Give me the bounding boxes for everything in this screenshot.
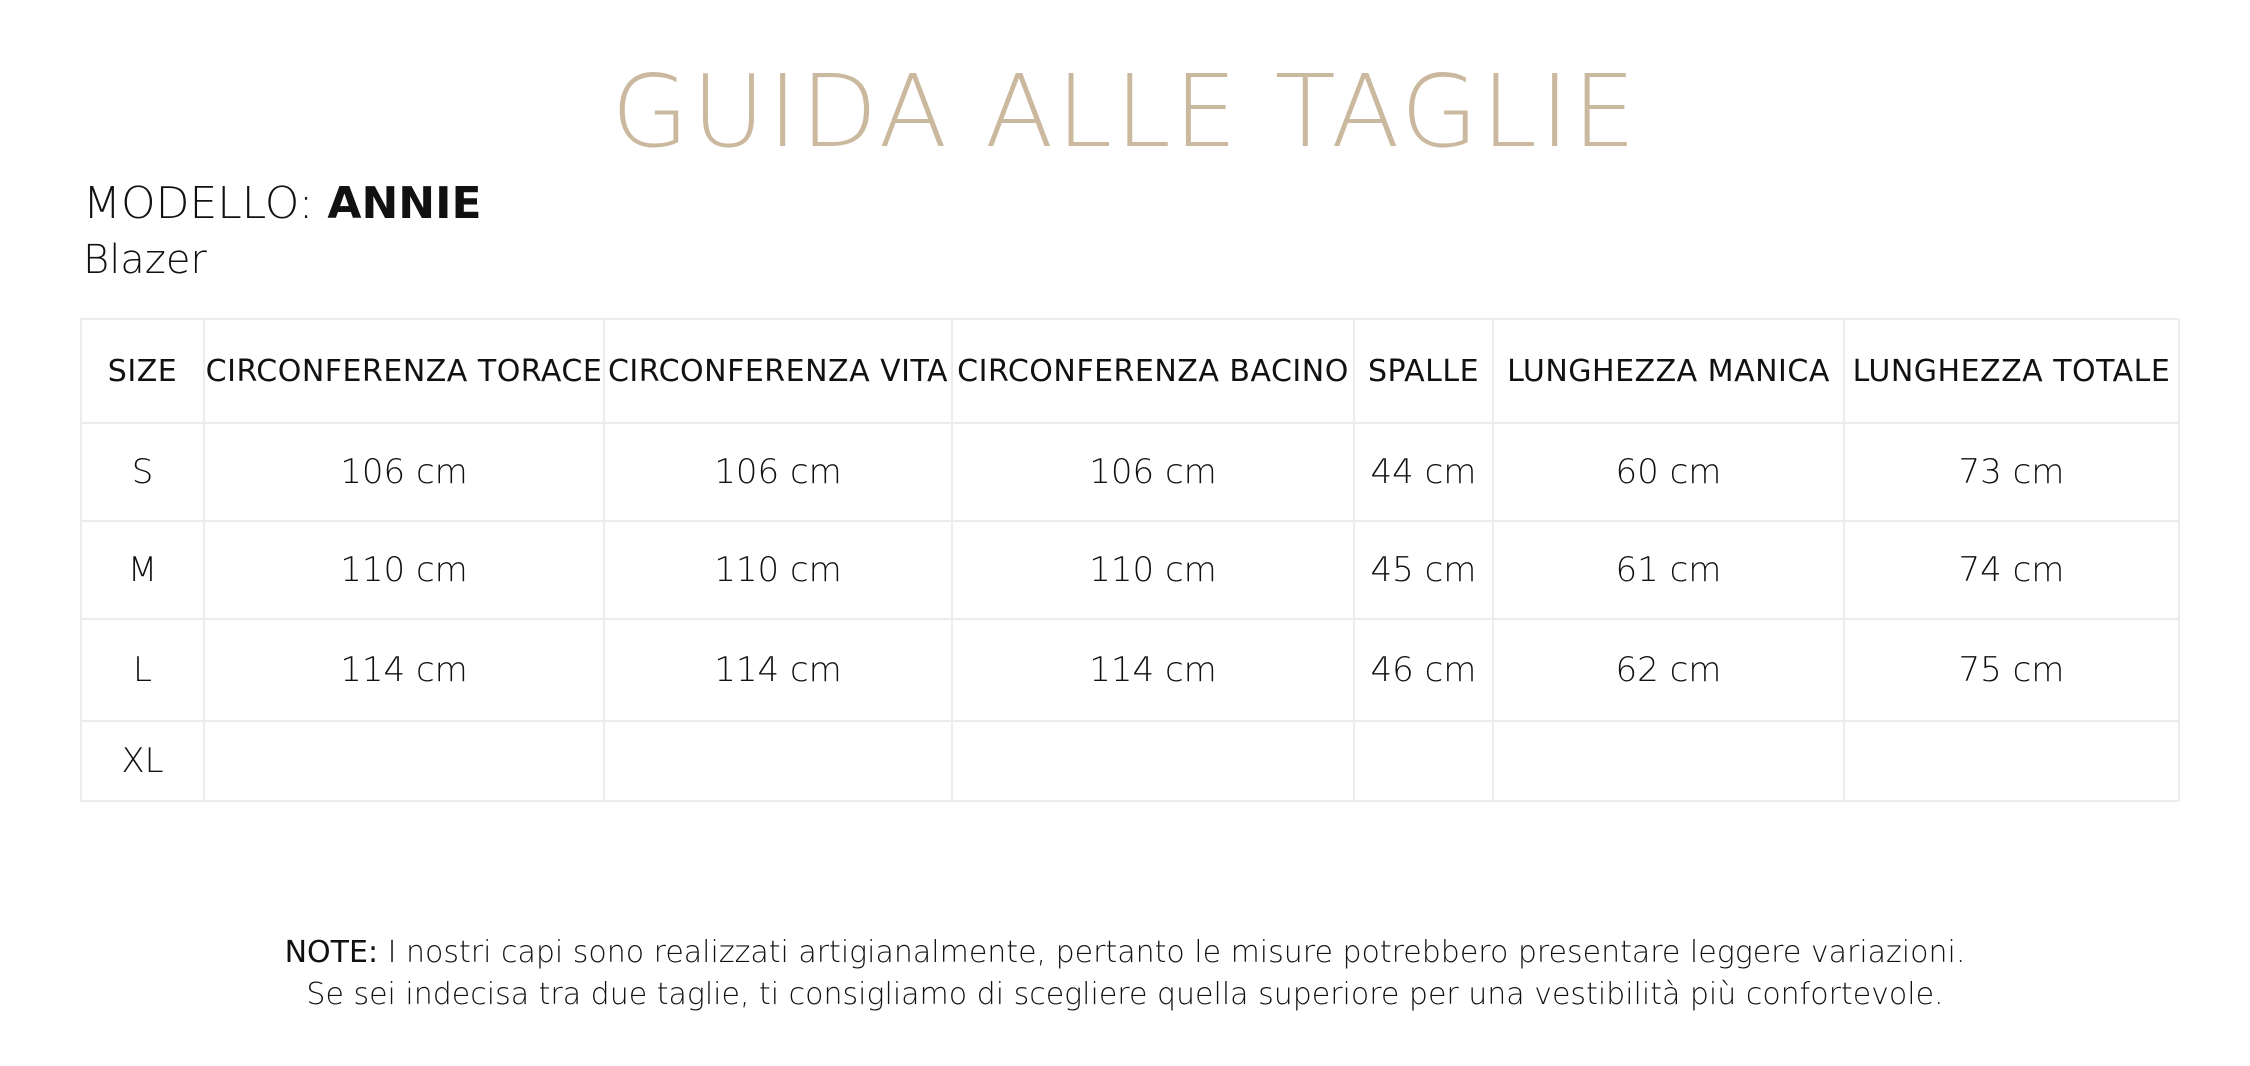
note-line-2: Se sei indecisa tra due taglie, ti consigliamo di scegliere quella superiore per una vestibilità più confortevole.: [306, 977, 1944, 1012]
table-cell: 61 cm: [1493, 521, 1844, 619]
size-chart-table: [80, 318, 2180, 802]
size-cell: L: [81, 619, 204, 721]
model-line: [83, 176, 482, 232]
table-cell: 62 cm: [1493, 619, 1844, 721]
header-sleeve-length: LUNGHEZZA MANICA: [1493, 319, 1844, 423]
table-row: [81, 521, 2179, 619]
table-cell: [1844, 721, 2179, 801]
table-cell: [204, 721, 604, 801]
table-cell: [952, 721, 1354, 801]
table-cell: 45 cm: [1354, 521, 1493, 619]
table-cell: 74 cm: [1844, 521, 2179, 619]
page-title: GUIDA ALLE TAGLIE: [611, 53, 1639, 170]
table-cell: 110 cm: [604, 521, 952, 619]
table-cell: 46 cm: [1354, 619, 1493, 721]
table-cell: 110 cm: [952, 521, 1354, 619]
table-cell: 114 cm: [204, 619, 604, 721]
table-cell: [1493, 721, 1844, 801]
table-header-row: [81, 319, 2179, 423]
size-cell: S: [81, 423, 204, 521]
size-cell: XL: [81, 721, 204, 801]
table-cell: 114 cm: [604, 619, 952, 721]
table-cell: [1354, 721, 1493, 801]
header-chest: CIRCONFERENZA TORACE: [204, 319, 604, 423]
table-row: [81, 619, 2179, 721]
note-text-1: I nostri capi sono realizzati artigianalmente, pertanto le misure potrebbero presentare leggere variazioni.: [387, 935, 1966, 970]
header-hips: CIRCONFERENZA BACINO: [952, 319, 1354, 423]
note-line-1: [0, 932, 2250, 974]
table-row: [81, 721, 2179, 801]
model-name: ANNIE: [327, 178, 482, 229]
header-shoulders: SPALLE: [1354, 319, 1493, 423]
table-cell: 106 cm: [204, 423, 604, 521]
header-total-length: LUNGHEZZA TOTALE: [1844, 319, 2179, 423]
table-cell: [604, 721, 952, 801]
product-type: Blazer: [83, 237, 207, 283]
table-cell: 106 cm: [952, 423, 1354, 521]
size-cell: M: [81, 521, 204, 619]
note: [0, 932, 2250, 1016]
header-size: SIZE: [81, 319, 204, 423]
note-label: NOTE:: [284, 935, 379, 970]
header-waist: CIRCONFERENZA VITA: [604, 319, 952, 423]
table-cell: 110 cm: [204, 521, 604, 619]
table-cell: 44 cm: [1354, 423, 1493, 521]
table-row: [81, 423, 2179, 521]
table-cell: 60 cm: [1493, 423, 1844, 521]
table-cell: 73 cm: [1844, 423, 2179, 521]
table-cell: 75 cm: [1844, 619, 2179, 721]
table-cell: 114 cm: [952, 619, 1354, 721]
table-cell: 106 cm: [604, 423, 952, 521]
model-label: MODELLO:: [83, 178, 314, 229]
